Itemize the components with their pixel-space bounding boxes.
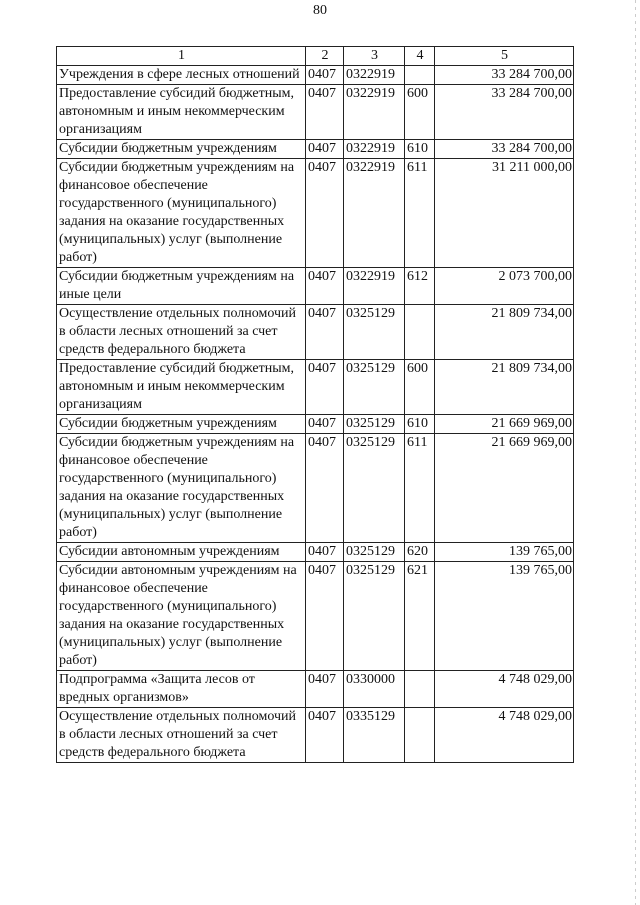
row-expense-type: 610 bbox=[405, 140, 435, 159]
row-name: Предоставление субсидий бюджетным, автономным и иным некоммерческим организациям bbox=[57, 85, 306, 140]
row-razdel: 0407 bbox=[306, 305, 344, 360]
table-row bbox=[57, 415, 574, 434]
row-expense-type: 600 bbox=[405, 360, 435, 415]
row-target-article: 0322919 bbox=[344, 268, 405, 305]
row-name: Предоставление субсидий бюджетным, автономным и иным некоммерческим организациям bbox=[57, 360, 306, 415]
table-row bbox=[57, 708, 574, 763]
row-target-article: 0322919 bbox=[344, 140, 405, 159]
row-target-article: 0325129 bbox=[344, 543, 405, 562]
row-razdel: 0407 bbox=[306, 708, 344, 763]
row-razdel: 0407 bbox=[306, 85, 344, 140]
row-sum: 21 669 969,00 bbox=[435, 415, 574, 434]
table-row bbox=[57, 140, 574, 159]
row-sum: 33 284 700,00 bbox=[435, 66, 574, 85]
row-razdel: 0407 bbox=[306, 543, 344, 562]
row-target-article: 0325129 bbox=[344, 562, 405, 671]
row-expense-type bbox=[405, 708, 435, 763]
table-row bbox=[57, 562, 574, 671]
page-number: 80 bbox=[313, 3, 327, 18]
row-name: Субсидии бюджетным учреждениям на финансовое обеспечение государственного (муниципального) задания на оказание государственных (муниципальных) услуг (выполнение работ) bbox=[57, 434, 306, 543]
row-expense-type: 600 bbox=[405, 85, 435, 140]
row-target-article: 0335129 bbox=[344, 708, 405, 763]
header-col-3: 3 bbox=[344, 47, 405, 66]
row-razdel: 0407 bbox=[306, 140, 344, 159]
row-expense-type: 611 bbox=[405, 159, 435, 268]
scan-edge bbox=[635, 0, 636, 905]
row-name: Подпрограмма «Защита лесов от вредных организмов» bbox=[57, 671, 306, 708]
row-expense-type: 611 bbox=[405, 434, 435, 543]
row-name: Осуществление отдельных полномочий в области лесных отношений за счет средств федерального бюджета bbox=[57, 305, 306, 360]
row-expense-type bbox=[405, 66, 435, 85]
row-sum: 139 765,00 bbox=[435, 543, 574, 562]
row-expense-type bbox=[405, 305, 435, 360]
row-sum: 21 809 734,00 bbox=[435, 305, 574, 360]
row-razdel: 0407 bbox=[306, 66, 344, 85]
table-row bbox=[57, 66, 574, 85]
row-sum: 31 211 000,00 bbox=[435, 159, 574, 268]
row-razdel: 0407 bbox=[306, 434, 344, 543]
header-col-5: 5 bbox=[435, 47, 574, 66]
row-target-article: 0330000 bbox=[344, 671, 405, 708]
row-name: Осуществление отдельных полномочий в области лесных отношений за счет средств федерального бюджета bbox=[57, 708, 306, 763]
row-target-article: 0322919 bbox=[344, 66, 405, 85]
row-sum: 21 669 969,00 bbox=[435, 434, 574, 543]
table-header bbox=[57, 47, 574, 66]
table-row bbox=[57, 159, 574, 268]
row-sum: 33 284 700,00 bbox=[435, 85, 574, 140]
row-target-article: 0322919 bbox=[344, 159, 405, 268]
row-target-article: 0325129 bbox=[344, 434, 405, 543]
row-name: Субсидии бюджетным учреждениям на иные цели bbox=[57, 268, 306, 305]
header-col-2: 2 bbox=[306, 47, 344, 66]
row-razdel: 0407 bbox=[306, 562, 344, 671]
header-col-1: 1 bbox=[57, 47, 306, 66]
table-row bbox=[57, 360, 574, 415]
row-target-article: 0325129 bbox=[344, 360, 405, 415]
row-expense-type: 620 bbox=[405, 543, 435, 562]
row-name: Учреждения в сфере лесных отношений bbox=[57, 66, 306, 85]
row-razdel: 0407 bbox=[306, 671, 344, 708]
budget-table bbox=[56, 46, 574, 763]
header-row bbox=[57, 47, 574, 66]
table-row bbox=[57, 434, 574, 543]
row-sum: 4 748 029,00 bbox=[435, 708, 574, 763]
table-row bbox=[57, 85, 574, 140]
row-razdel: 0407 bbox=[306, 159, 344, 268]
row-name: Субсидии бюджетным учреждениям bbox=[57, 140, 306, 159]
table-body bbox=[57, 66, 574, 763]
row-expense-type: 621 bbox=[405, 562, 435, 671]
row-expense-type: 612 bbox=[405, 268, 435, 305]
table-row bbox=[57, 671, 574, 708]
row-sum: 2 073 700,00 bbox=[435, 268, 574, 305]
row-expense-type bbox=[405, 671, 435, 708]
row-razdel: 0407 bbox=[306, 360, 344, 415]
table-row bbox=[57, 543, 574, 562]
row-name: Субсидии автономным учреждениям bbox=[57, 543, 306, 562]
row-name: Субсидии бюджетным учреждениям bbox=[57, 415, 306, 434]
row-name: Субсидии бюджетным учреждениям на финансовое обеспечение государственного (муниципального) задания на оказание государственных (муниципальных) услуг (выполнение работ) bbox=[57, 159, 306, 268]
row-sum: 33 284 700,00 bbox=[435, 140, 574, 159]
row-sum: 4 748 029,00 bbox=[435, 671, 574, 708]
row-sum: 21 809 734,00 bbox=[435, 360, 574, 415]
table-row bbox=[57, 305, 574, 360]
row-razdel: 0407 bbox=[306, 268, 344, 305]
table-row bbox=[57, 268, 574, 305]
row-target-article: 0322919 bbox=[344, 85, 405, 140]
row-expense-type: 610 bbox=[405, 415, 435, 434]
header-col-4: 4 bbox=[405, 47, 435, 66]
row-name: Субсидии автономным учреждениям на финансовое обеспечение государственного (муниципального) задания на оказание государственных (муниципальных) услуг (выполнение работ) bbox=[57, 562, 306, 671]
row-sum: 139 765,00 bbox=[435, 562, 574, 671]
row-razdel: 0407 bbox=[306, 415, 344, 434]
row-target-article: 0325129 bbox=[344, 415, 405, 434]
row-target-article: 0325129 bbox=[344, 305, 405, 360]
